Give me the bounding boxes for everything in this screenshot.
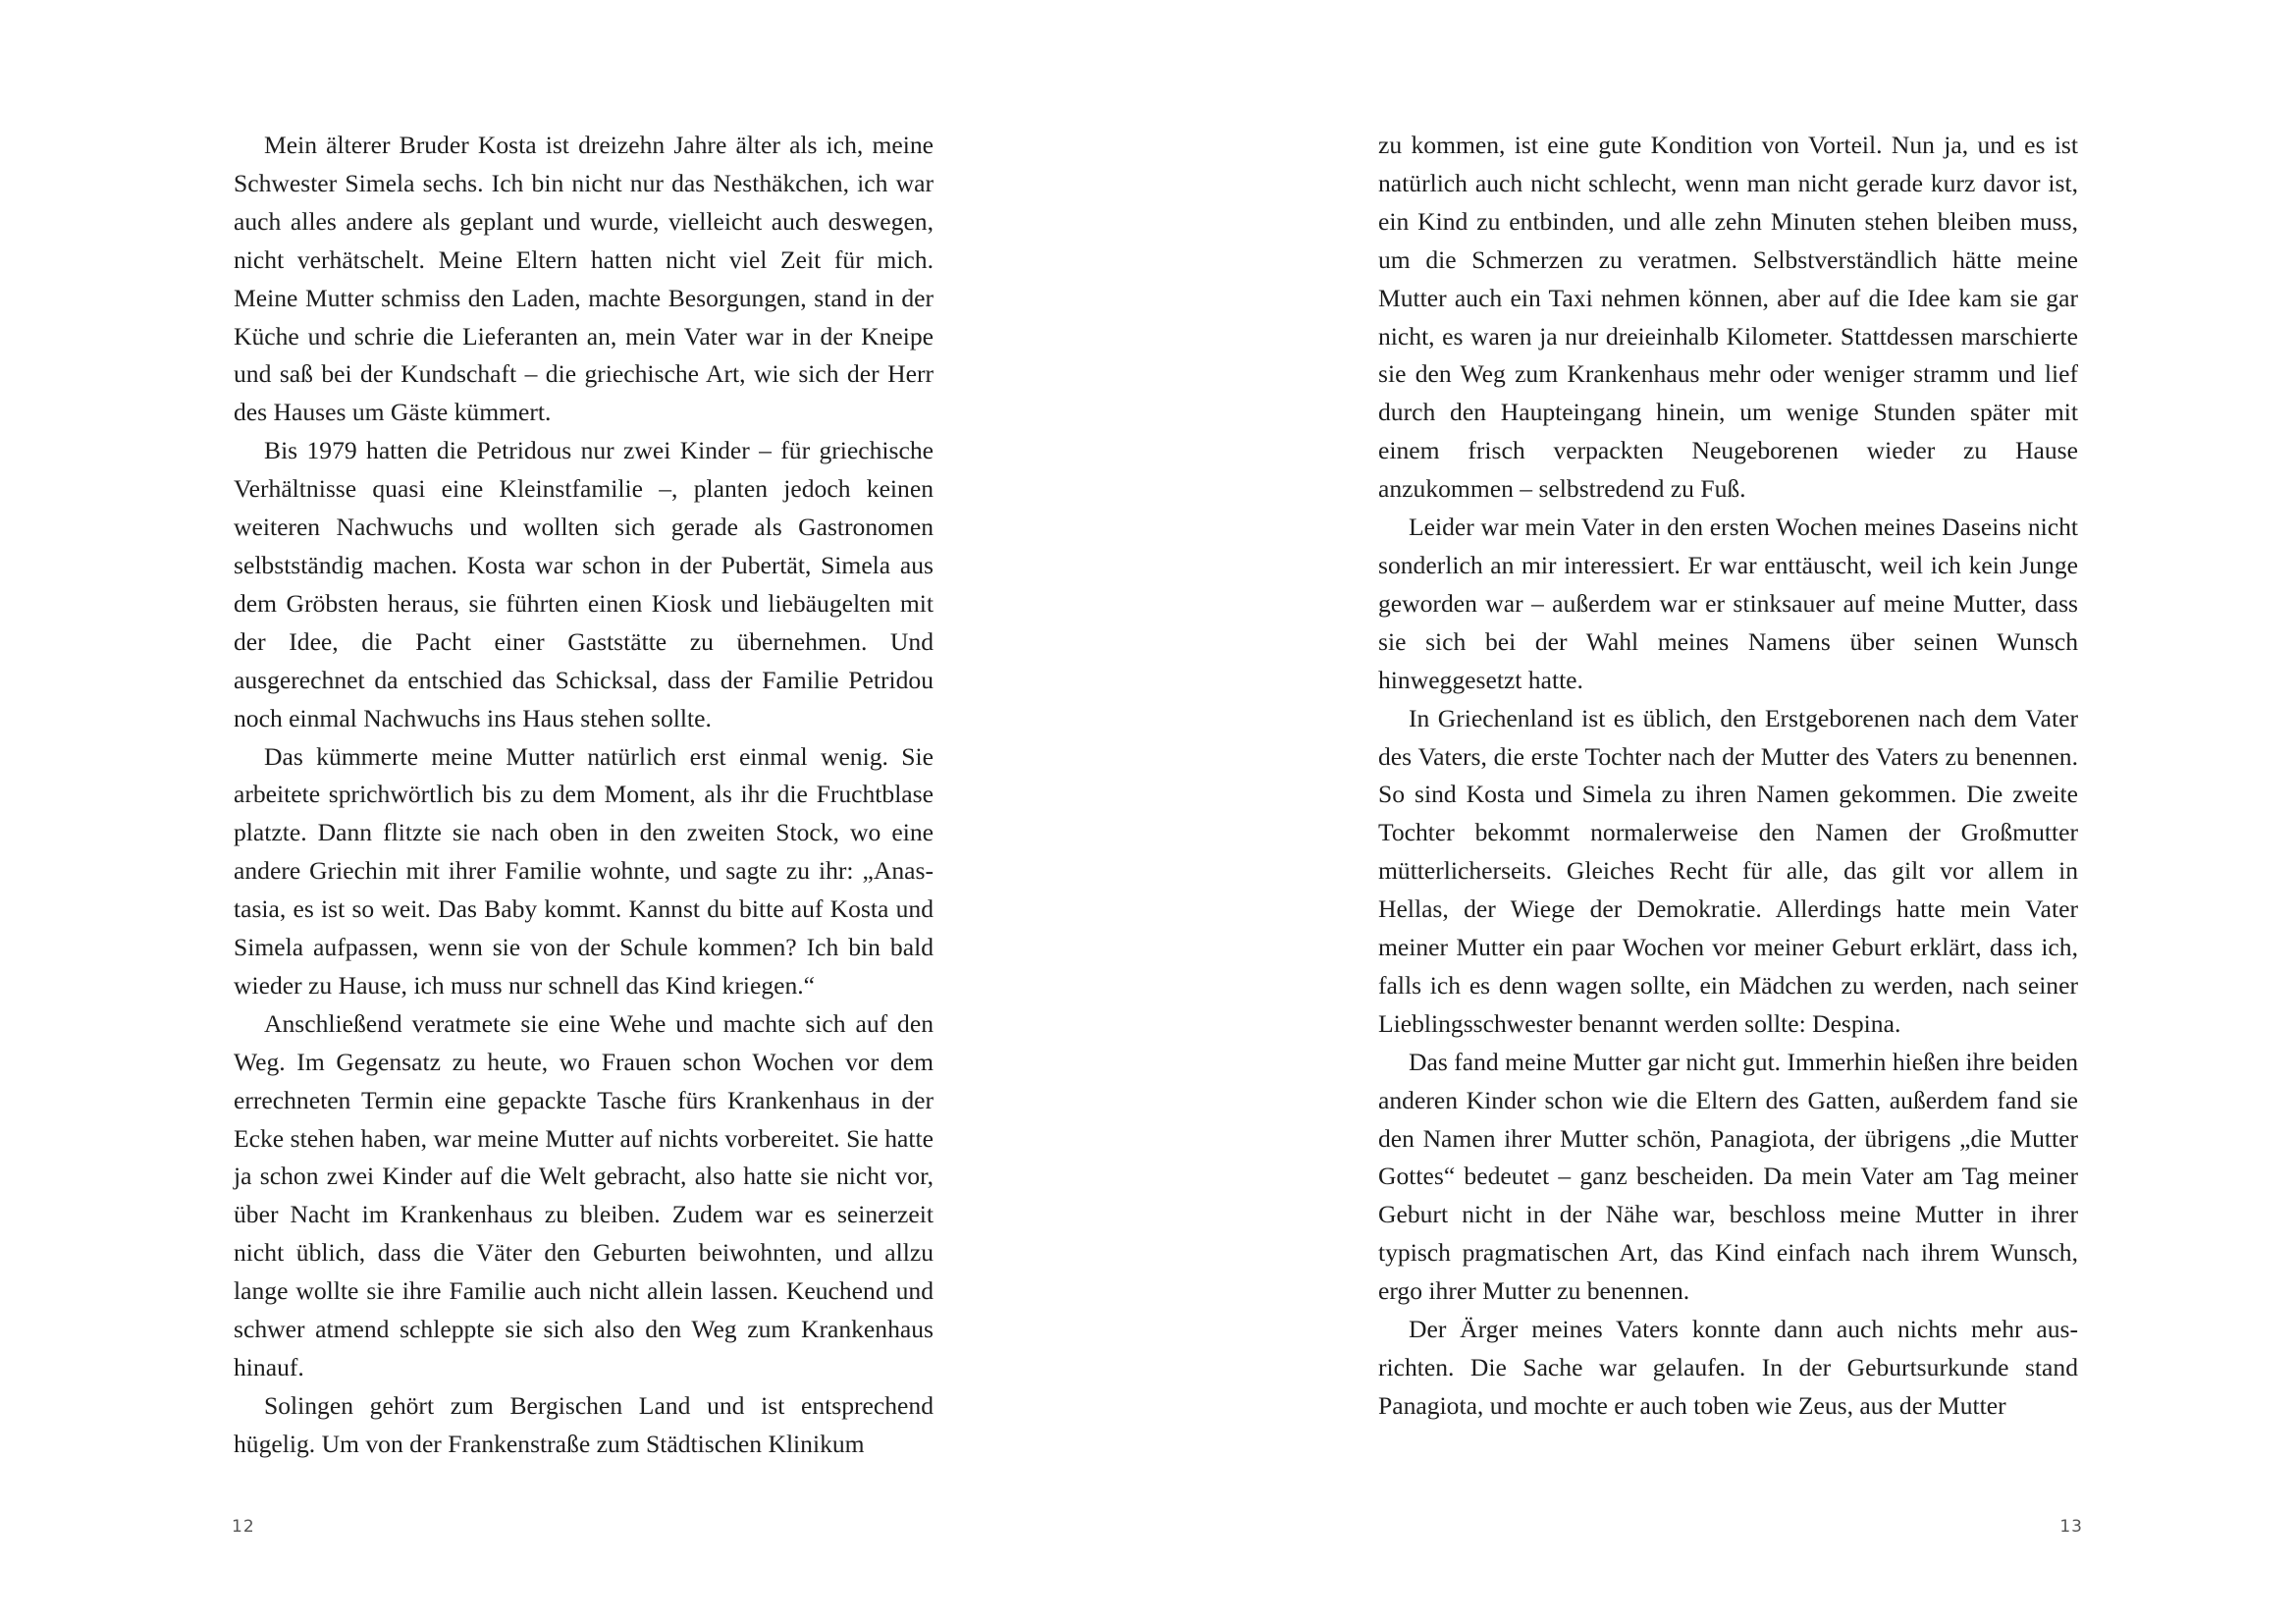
left-page-text [234,127,934,1464]
right-page-text [1378,127,2078,1426]
paragraph: Solingen gehört zum Bergischen Land und ist entsprechend hügelig. Um von der Frankenstraße zum Städtischen Klinikum [234,1390,934,1458]
paragraph: Leider war mein Vater in den ersten Wochen meines Daseins nicht sonderlich an mir interessiert. Er war enttäuscht, weil ich kein Junge geworden war – außerdem war er stinksauer auf meine Mutter, dass sie sich bei der Wahl meines Namens über seinen Wunsch hinweggesetzt hatte. [1378,513,2078,694]
paragraph: Bis 1979 hatten die Petridous nur zwei Kinder – für griechische Verhältnisse quasi eine Kleinstfamilie –, planten jedoch keinen weiteren Nachwuchs und wollten sich gerade als Gastronomen selbstständig machen. Kosta war schon in der Pubertät, Simela aus dem Gröbsten heraus, sie führten einen Kiosk und liebäugelten mit der Idee, die Pacht einer Gaststätte zu übernehmen. Und ausgerechnet da entschied das Schicksal, dass der Familie Petridou noch einmal Nachwuchs ins Haus stehen sollte. [234,436,934,732]
paragraph: In Griechenland ist es üblich, den Erstgeborenen nach dem Vater des Vaters, die erste Tochter nach der Mutter des Vaters zu benennen. So sind Kosta und Simela zu ihren Namen gekommen. Die zweite Tochter bekommt normalerweise den Namen der Großmutter mütterlicherseits. Gleiches Recht für alle, das gilt vor allem in Hellas, der Wiege der Demokratie. Allerdings hatte mein Vater meiner Mutter ein paar Wochen vor meiner Geburt erklärt, dass ich, falls ich es denn wagen sollte, ein Mädchen zu werden, nach seiner Lieblingsschwester benannt werden sollte: Despina. [1378,703,2078,1038]
paragraph: Anschließend veratmete sie eine Wehe und machte sich auf den Weg. Im Gegensatz zu heute, wo Frauen schon Wochen vor dem errechneten Termin eine gepackte Tasche fürs Krankenhaus in der Ecke stehen haben, war meine Mutter auf nichts vorbereitet. Sie hatte ja schon zwei Kinder auf die Welt gebracht, also hatte sie nicht vor, über Nacht im Krankenhaus zu bleiben. Zudem war es seinerzeit nicht üblich, dass die Väter den Geburten beiwohnten, und allzu lange wollte sie ihre Familie auch nicht allein lassen. Keuchend und schwer atmend schleppte sie sich also den Weg zum Krankenhaus hinauf. [234,1008,934,1381]
paragraph: Der Ärger meines Vaters konnte dann auch nichts mehr ausrichten. Die Sache war gelaufen. In der Geburtsurkunde stand Panagiota, und mochte er auch toben wie Zeus, aus der Mutter [1378,1315,2078,1420]
page-number-right: 13 [2059,1517,2083,1537]
page-number-left: 12 [232,1517,255,1537]
paragraph: Das fand meine Mutter gar nicht gut. Immerhin hießen ihre beiden anderen Kinder schon wie die Eltern des Gatten, außerdem fand sie den Namen ihrer Mutter schön, Panagiota, der übrigens „die Mutter Gottes“ bedeutet – ganz bescheiden. Da mein Vater am Tag meiner Geburt nicht in der Nähe war, beschloss meine Mutter in ihrer typisch pragmatischen Art, das Kind einfach nach ihrem Wunsch, ergo ihrer Mutter zu benennen. [1378,1047,2078,1306]
paragraph: Das kümmerte meine Mutter natürlich erst einmal wenig. Sie arbeitete sprichwörtlich bis zu dem Moment, als ihr die Fruchtblase platzte. Dann flitzte sie nach oben in den zweiten Stock, wo eine andere Griechin mit ihrer Familie wohnte, und sagte zu ihr: „Anastasia, es ist so weit. Das Baby kommt. Kannst du bitte auf Kosta und Simela aufpassen, wenn sie von der Schule kommen? Ich bin bald wieder zu Hause, ich muss nur schnell das Kind kriegen.“ [234,741,934,1000]
right-page [1148,0,2296,1623]
paragraph: zu kommen, ist eine gute Kondition von Vorteil. Nun ja, und es ist natürlich auch nicht schlecht, wenn man nicht gerade kurz davor ist, ein Kind zu entbinden, und alle zehn Minuten stehen bleiben muss, um die Schmerzen zu veratmen. Selbstverständlich hätte meine Mutter auch ein Taxi nehmen können, aber auf die Idee kam sie gar nicht, es waren ja nur dreieinhalb Kilometer. Stattdessen marschierte sie den Weg zum Krankenhaus mehr oder weniger stramm und lief durch den Haupteingang hinein, um wenige Stunden später mit einem frisch verpackten Neugeborenen wieder zu Hause anzukommen – selbstredend zu Fuß. [1378,131,2078,504]
paragraph: Mein älterer Bruder Kosta ist dreizehn Jahre älter als ich, meine Schwester Simela sechs. Ich bin nicht nur das Nesthäkchen, ich war auch alles andere als geplant und wurde, vielleicht auch deswegen, nicht verhätschelt. Meine Eltern hatten nicht viel Zeit für mich. Meine Mutter schmiss den Laden, machte Besorgungen, stand in der Küche und schrie die Lieferanten an, mein Vater war in der Kneipe und saß bei der Kundschaft – die griechische Art, wie sich der Herr des Hauses um Gäste kümmert. [234,131,934,427]
